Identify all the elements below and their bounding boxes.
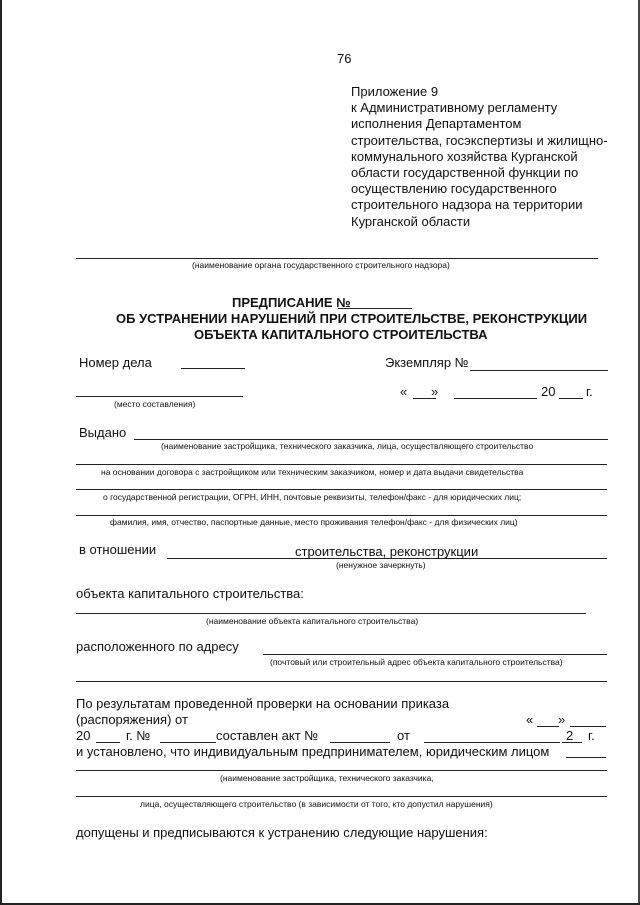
object-line[interactable] <box>76 613 586 614</box>
issued-line-3[interactable] <box>76 489 607 490</box>
copy-label: Экземпляр № <box>385 355 469 370</box>
prescription-number-line[interactable] <box>338 308 412 309</box>
act-year-digit: 2 <box>566 728 574 743</box>
inspection-line1: По результатам проведенной проверки на основании приказа <box>76 696 450 711</box>
act-year-line[interactable] <box>562 742 582 743</box>
issued-label: Выдано <box>79 425 127 440</box>
case-number-label: Номер дела <box>79 355 152 370</box>
inspection-line2: (распоряжения) от <box>76 712 188 727</box>
issued-caption: на основании договора с застройщиком или техническим заказчиком, номер и дата выдачи свидетельства <box>101 467 524 477</box>
violator-caption: лица, осуществляющего строительство (в зависимости от того, кто допустил нарушения) <box>140 799 493 809</box>
header-line: Курганской области <box>351 213 471 229</box>
issued-line-1[interactable] <box>134 439 608 440</box>
issued-line-2[interactable] <box>76 464 607 465</box>
order-number-line[interactable] <box>160 742 216 743</box>
page-edge-left <box>0 0 2 905</box>
issued-caption: о государственной регистрации, ОГРН, ИНН, почтовые реквизиты, телефон/факс - для юридических лиц; <box>103 492 522 502</box>
object-label: объекта капитального строительства: <box>76 586 304 601</box>
date-year-suffix: г. <box>586 384 593 399</box>
header-line: коммунального хозяйства Курганской <box>351 148 578 164</box>
date-close-quote: » <box>431 384 439 399</box>
order-date-day-line[interactable] <box>537 726 559 727</box>
issued-line-4[interactable] <box>76 515 607 516</box>
object-caption: (наименование объекта капитального строительства) <box>206 616 419 626</box>
date-year-line[interactable] <box>559 398 583 399</box>
header-line: осуществлению государственного <box>351 181 557 197</box>
page-number: 76 <box>337 51 352 66</box>
organ-name-line[interactable] <box>76 258 598 259</box>
address-line-1[interactable] <box>263 654 607 655</box>
order-year-line[interactable] <box>96 742 120 743</box>
violator-line-2[interactable] <box>76 796 607 797</box>
header-line: исполнения Департаментом <box>351 116 522 132</box>
violator-caption: (наименование застройщика, технического заказчика, <box>220 773 434 783</box>
organ-caption: (наименование органа государственного строительного надзора) <box>192 260 450 270</box>
issued-caption: фамилия, имя, отчество, паспортные данные, место проживания телефон/факс - для физических лиц) <box>110 517 518 527</box>
established-tail-line[interactable] <box>566 757 606 758</box>
title-line3: ОБЪЕКТА КАПИТАЛЬНОГО СТРОИТЕЛЬСТВА <box>194 327 488 342</box>
issued-caption: (наименование застройщика, технического заказчика, лица, осуществляющего строительство <box>161 441 534 451</box>
header-line: к Административному регламенту <box>351 100 558 116</box>
place-line[interactable] <box>76 396 243 397</box>
act-compiled-label: составлен акт № <box>216 728 319 743</box>
case-number-line[interactable] <box>181 368 245 369</box>
regarding-value: строительства, реконструкции <box>295 544 479 559</box>
header-line: области государственной функции по <box>351 165 579 181</box>
violator-line-1[interactable] <box>76 770 607 771</box>
appendix-header <box>351 84 608 230</box>
order-date-close-quote: » <box>558 712 566 727</box>
place-caption: (место составления) <box>114 399 196 409</box>
act-number-line[interactable] <box>330 742 390 743</box>
order-date-open-quote: « <box>526 712 534 727</box>
order-number-label: г. № <box>126 728 151 743</box>
date-open-quote: « <box>400 384 408 399</box>
regarding-label: в отношении <box>79 542 157 557</box>
date-year-prefix: 20 <box>541 384 556 399</box>
header-line: строительного надзора на территории <box>351 197 583 213</box>
title-line2: ОБ УСТРАНЕНИИ НАРУШЕНИЙ ПРИ СТРОИТЕЛЬСТВЕ, РЕКОНСТРУКЦИИ <box>116 311 588 326</box>
title-line1: ПРЕДПИСАНИЕ № <box>232 295 351 310</box>
date-month-line[interactable] <box>454 398 537 399</box>
address-caption: (почтовый или строительный адрес объекта капитального строительства) <box>270 657 563 667</box>
established-line: и установлено, что индивидуальным предпринимателем, юридическим лицом <box>76 744 550 759</box>
act-date-line[interactable] <box>424 742 560 743</box>
header-line: строительства, госэкспертизы и жилищно- <box>351 132 608 148</box>
copy-number-line[interactable] <box>470 370 608 371</box>
regarding-caption: (ненужное зачеркнуть) <box>336 560 426 570</box>
address-label: расположенного по адресу <box>76 639 239 654</box>
act-from-label: от <box>397 728 410 743</box>
order-date-month-line[interactable] <box>570 726 606 727</box>
act-year-suffix: г. <box>588 728 595 743</box>
header-line: Приложение 9 <box>351 84 439 99</box>
final-line: допущены и предписываются к устранению следующие нарушения: <box>76 825 488 840</box>
address-line-2[interactable] <box>76 681 607 682</box>
order-year-prefix: 20 <box>76 728 91 743</box>
